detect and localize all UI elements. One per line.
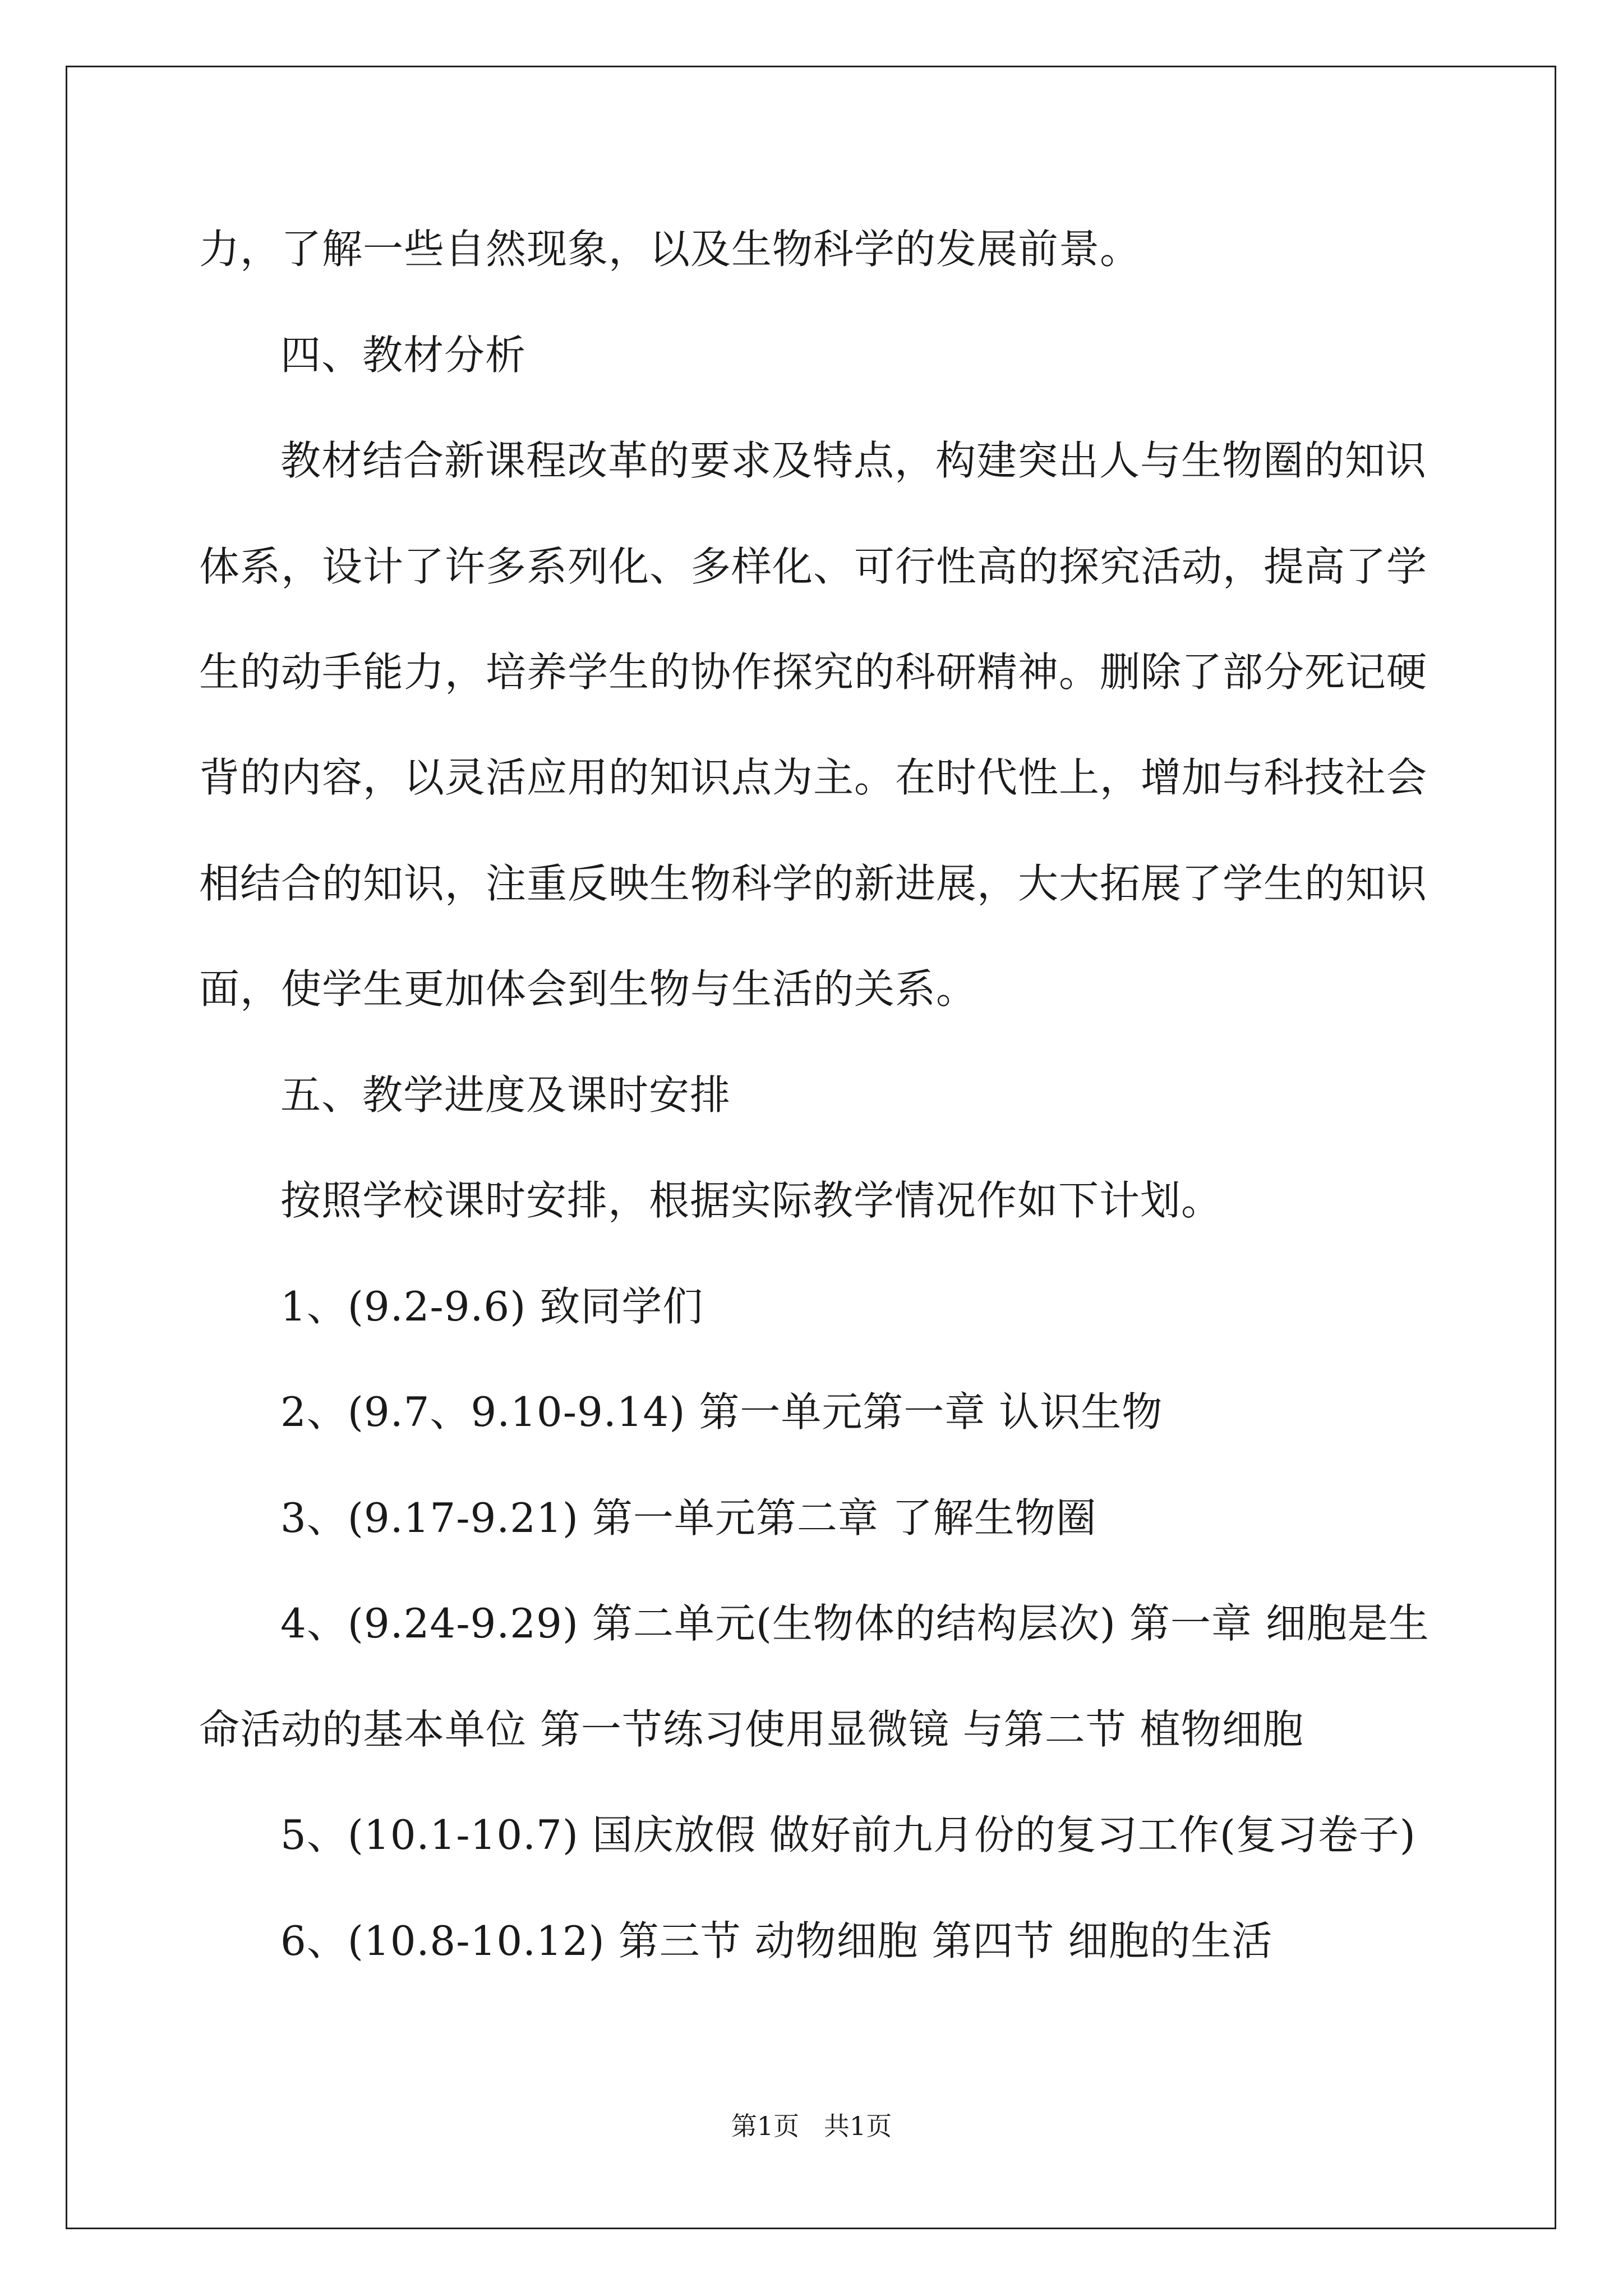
text-line: 面，使学生更加体会到生物与生活的关系。 xyxy=(199,965,978,1013)
list-item: 5、(10.1-10.7) 国庆放假 做好前九月份的复习工作(复习卷子) xyxy=(280,1811,1416,1858)
section-heading: 四、教材分析 xyxy=(280,332,527,379)
text-line: 按照学校课时安排，根据实际教学情况作如下计划。 xyxy=(280,1177,1223,1224)
text-line: 教材结合新课程改革的要求及特点，构建突出人与生物圈的知识 xyxy=(280,437,1427,484)
list-item: 2、(9.7、9.10-9.14) 第一单元第一章 认识生物 xyxy=(280,1388,1163,1435)
page-footer: 第1页 共1页 xyxy=(731,2111,892,2141)
text-line: 背的内容，以灵活应用的知识点为主。在时代性上，增加与科技社会 xyxy=(199,754,1428,801)
text-line: 力，了解一些自然现象，以及生物科学的发展前景。 xyxy=(199,226,1141,273)
list-item: 4、(9.24-9.29) 第二单元(生物体的结构层次) 第一章 细胞是生 xyxy=(280,1600,1430,1647)
page-border xyxy=(66,66,1556,2229)
text-line: 命活动的基本单位 第一节练习使用显微镜 与第二节 植物细胞 xyxy=(199,1706,1304,1753)
list-item: 3、(9.17-9.21) 第一单元第二章 了解生物圈 xyxy=(280,1494,1097,1542)
section-heading: 五、教学进度及课时安排 xyxy=(280,1071,731,1119)
text-line: 体系，设计了许多系列化、多样化、可行性高的探究活动，提高了学 xyxy=(199,543,1428,590)
list-item: 6、(10.8-10.12) 第三节 动物细胞 第四节 细胞的生活 xyxy=(280,1917,1273,1964)
list-item: 1、(9.2-9.6) 致同学们 xyxy=(280,1283,704,1330)
text-line: 相结合的知识，注重反映生物科学的新进展，大大拓展了学生的知识 xyxy=(199,860,1428,907)
text-line: 生的动手能力，培养学生的协作探究的科研精神。删除了部分死记硬 xyxy=(199,648,1428,696)
